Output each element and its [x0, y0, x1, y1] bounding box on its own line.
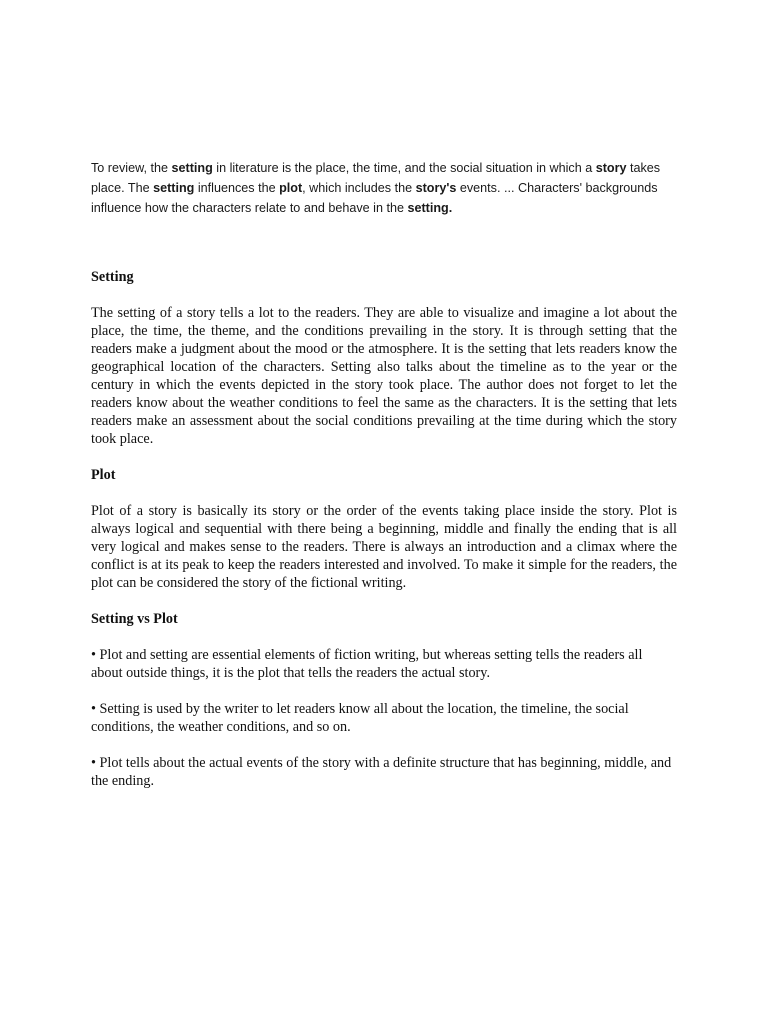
article-body [91, 268, 677, 790]
bullet-item: • Plot and setting are essential elements of fiction writing, but whereas setting tells the readers all about outside things, it is the plot that tells the readers the actual story. [91, 647, 643, 681]
intro-text: , which includes the [302, 181, 416, 195]
intro-bold-term: setting. [407, 201, 453, 215]
intro-summary [91, 158, 681, 218]
bullet-item: • Plot tells about the actual events of the story with a definite structure that has beginning, middle, and the ending. [91, 755, 672, 789]
intro-bold-term: story's [415, 181, 457, 195]
intro-text: events. ... Characters' backgrounds influence how the characters relate to and behave in the [91, 181, 658, 215]
section-paragraph-setting: The setting of a story tells a lot to the readers. They are able to visualize and imagine a lot about the place, the time, the theme, and the conditions prevailing in the story. It is through setting that the readers make a judgment about the mood or the atmosphere. It is the setting that lets readers know the geographical location of the characters. Setting also talks about the timeline as to the year or the century in which the events depicted in the story took place. The author does not forget to let the readers know about the weather conditions to feel the same as the characters. It is the setting that lets readers make an assessment about the social conditions prevailing at the time during which the story took place. [91, 305, 677, 447]
section-heading-setting-vs-plot: Setting vs Plot [91, 611, 178, 627]
section-paragraph-plot: Plot of a story is basically its story or the order of the events taking place inside the story. Plot is always logical and sequential with there being a beginning, middle and finally the ending that is all very logical and makes sense to the readers. There is always an introduction and a climax where the conflict is at its peak to keep the readers interested and involved. To make it simple for the readers, the plot can be considered the story of the fictional writing. [91, 503, 677, 591]
section-heading-plot: Plot [91, 467, 116, 483]
intro-text: To review, the [91, 161, 172, 175]
intro-bold-term: story [595, 161, 627, 175]
intro-bold-term: plot [279, 181, 303, 195]
intro-text: in literature is the place, the time, and the social situation in which a [212, 161, 596, 175]
intro-bold-term: setting [153, 181, 195, 195]
section-heading-setting: Setting [91, 269, 134, 285]
intro-bold-term: setting [171, 161, 213, 175]
intro-text: takes place. The [91, 161, 661, 195]
intro-text: influences the [194, 181, 280, 195]
bullet-item: • Setting is used by the writer to let readers know all about the location, the timeline, the social conditions, the weather conditions, and so on. [91, 701, 629, 735]
